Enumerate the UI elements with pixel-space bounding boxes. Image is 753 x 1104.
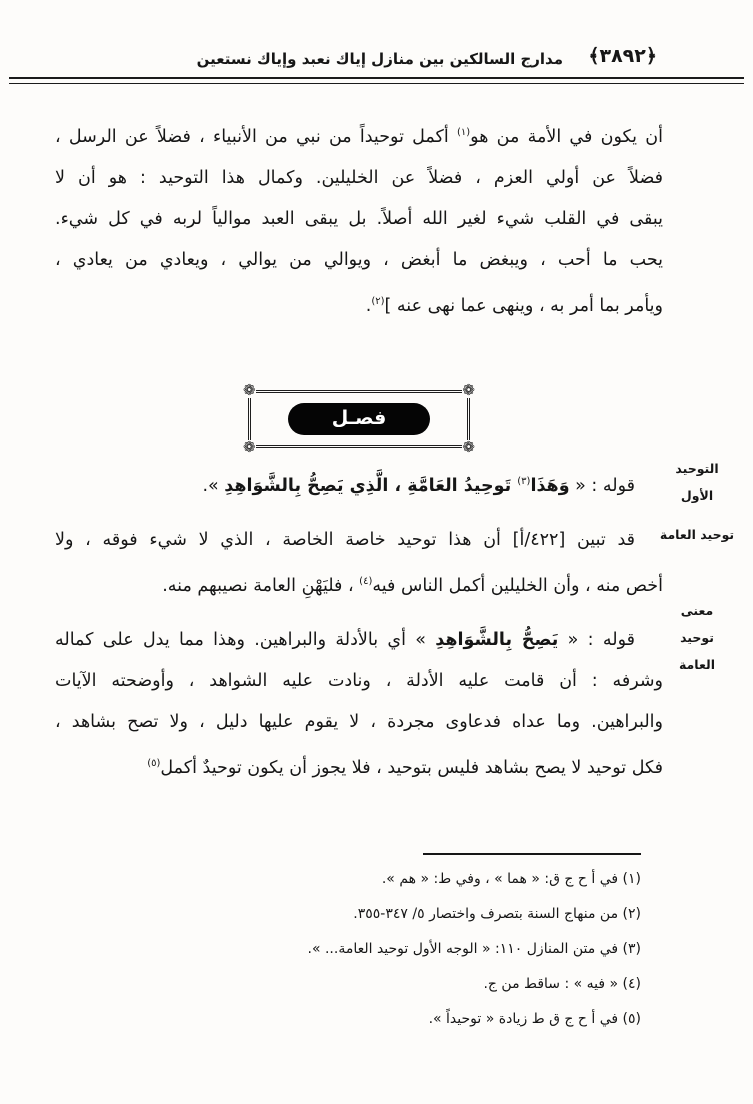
- section-title: فصـل: [288, 403, 430, 435]
- body-text-segment: » أي بالأدلة والبراهين. وهذا مما يدل على كماله: [55, 630, 436, 650]
- body-text-segment: ويأمر بما أمر به ، وينهى عما نهى عنه ]: [384, 296, 663, 316]
- margin-note-line: معنى: [680, 603, 714, 618]
- margin-note-tawhid-al-awwal: [655, 455, 739, 509]
- body-line: [55, 561, 663, 607]
- margin-note-tawhid-al-amma: توحيد العامة: [659, 527, 735, 542]
- body-line: فضلاً عن أولي العزم ، فضلاً عن الخليلين. وكمال هذا التوحيد : هو أن لا: [55, 168, 663, 188]
- footnote-ref-1: (١): [456, 127, 471, 138]
- header-rule-thin: [9, 83, 744, 84]
- body-text-segment: فكل توحيد لا يصح بشاهد فليس بتوحيد ، فلا يجوز أن يكون توحيدٌ أكمل: [160, 758, 663, 778]
- quoted-matn-text: تَوحِيدُ العَامَّةِ ، الَّذِي يَصِحُّ بِالشَّوَاهِدِ: [224, 476, 518, 496]
- footnote: (٢) من منهاج السنة بتصرف واختصار ٥/ ٣٤٧-٣٥٥.: [353, 906, 641, 922]
- body-text-segment: قوله : «: [569, 476, 635, 496]
- section-divider: [243, 381, 475, 456]
- body-text-segment: .: [365, 296, 372, 316]
- page-number: ﴿٣٨٩٢﴾: [588, 45, 657, 67]
- body-text-segment: أكمل توحيداً من نبي من الأنبياء ، فضلاً عن الرسل ،: [55, 127, 457, 147]
- footnote: (٤) « فيه » : ساقط من ج.: [483, 976, 641, 992]
- body-line: يبقى في القلب شيء لغير الله أصلاً. بل يبقى العبد موالياً لربه في كل شيء.: [55, 209, 663, 229]
- corner-ornament-icon: ❁: [462, 438, 475, 456]
- body-line-qawluhu: [55, 620, 663, 661]
- footnote-ref-5: (٥): [147, 758, 161, 769]
- body-line: [55, 112, 663, 158]
- header-rule-thick: [9, 77, 744, 79]
- footnote: (١) في أ ح ج ق: « هما » ، وفي ط: « هم ».: [381, 871, 641, 887]
- quoted-matn-text: وَهَذَا: [530, 476, 570, 496]
- body-line: قد تبين [٤٢٢/أ] أن هذا توحيد خاصة الخاصة ، الذي لا شيء فوقه ، ولا: [55, 530, 635, 550]
- body-line: يحب ما أحب ، ويبغض ما أبغض ، ويوالي من يوالي ، ويعادي من يعادي ،: [55, 250, 663, 270]
- body-line: [55, 743, 663, 789]
- body-line: والبراهين. وما عداه فدعاوى مجردة ، لا يقوم عليها دليل ، ولا تصح بشاهد ،: [55, 712, 663, 732]
- footnote-separator: [423, 853, 641, 855]
- body-text-segment: ، فليَهْنِ العامة نصيبهم منه.: [162, 576, 360, 596]
- margin-note-line: العامة: [678, 657, 716, 672]
- quoted-matn-text: يَصِحُّ بِالشَّوَاهِدِ: [435, 630, 559, 650]
- body-line-qawluhu: [55, 461, 663, 507]
- footnote-ref-4: (٤): [359, 576, 373, 587]
- footnotes: [60, 862, 641, 1037]
- footnote: (٥) في أ ح ج ق ط زيادة « توحيداً ».: [428, 1011, 641, 1027]
- footnote-ref-2: (٢): [371, 296, 385, 307]
- running-title: مدارج السالكين بين منازل إياك نعبد وإياك نستعين: [196, 50, 563, 68]
- body-line: وشرفه : أن قامت عليه الأدلة ، ونادت عليه الشواهد ، وأوضحته الآيات: [55, 671, 663, 691]
- margin-note-mana-tawhid-al-amma: [655, 597, 739, 678]
- body-text-segment: قوله : «: [558, 630, 635, 650]
- margin-note-line: التوحيد: [675, 461, 719, 476]
- body-text-segment: أن يكون في الأمة من هو: [470, 127, 663, 147]
- corner-ornament-icon: ❁: [243, 438, 256, 456]
- corner-ornament-icon: ❁: [243, 381, 256, 399]
- margin-note-line: توحيد: [680, 630, 714, 645]
- corner-ornament-icon: ❁: [462, 381, 475, 399]
- body-text-segment: ».: [202, 476, 225, 496]
- section-divider-frame: [243, 381, 475, 456]
- body-line: [55, 281, 663, 327]
- main-text: [55, 112, 663, 789]
- footnote: (٣) في متن المنازل ١١٠: « الوجه الأول توحيد العامة... ».: [307, 941, 641, 957]
- body-text-segment: أخص منه ، وأن الخليلين أكمل الناس فيه: [372, 576, 663, 596]
- margin-note-line: الأول: [680, 488, 714, 503]
- footnote-ref-3: (٣): [517, 476, 531, 487]
